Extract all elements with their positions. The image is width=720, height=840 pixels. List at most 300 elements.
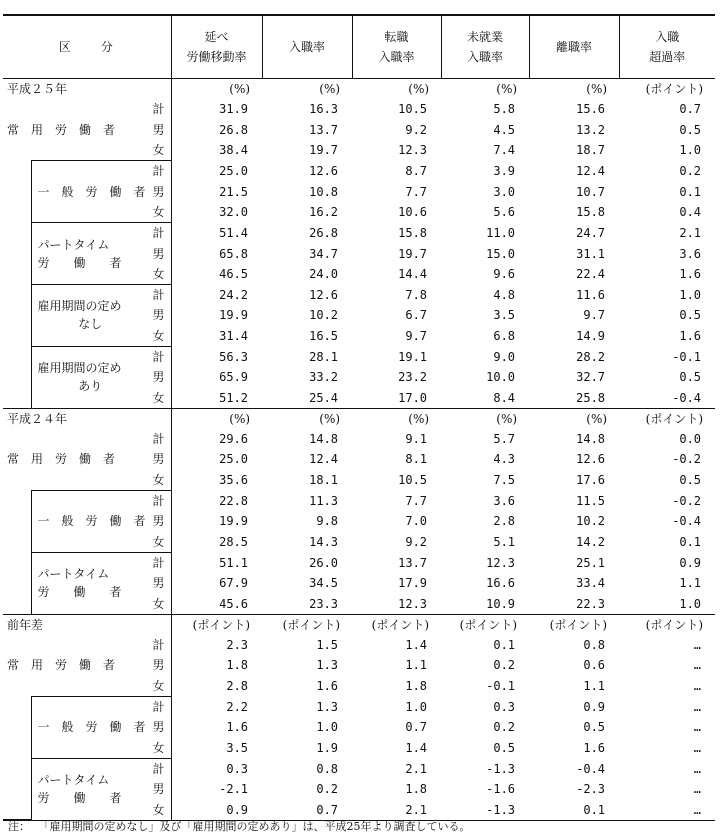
value-cell: 35.6: [171, 470, 262, 491]
value-cell: 22.3: [529, 593, 619, 614]
value-cell: 12.3: [398, 143, 428, 158]
unit-label: (ポイント): [645, 82, 704, 97]
value-cell: 7.8: [405, 287, 428, 302]
value-cell: 10.2: [309, 308, 339, 323]
table-row: [3, 696, 715, 717]
value-cell: 1.8: [171, 655, 262, 675]
row-category-label: [31, 696, 146, 758]
indent-spacer: [3, 552, 31, 614]
value-cell: 0.9: [583, 699, 606, 714]
value-cell: 13.7: [398, 555, 428, 570]
value-cell: 1.8: [405, 782, 428, 797]
table-row: [3, 223, 715, 244]
value-cell: 9.6: [493, 267, 516, 282]
value-cell: 0.3: [493, 699, 516, 714]
header-total-move: 延べ 労働移動率: [171, 15, 262, 79]
value-cell: 19.9: [171, 305, 262, 325]
sub-label-female: 女: [152, 472, 165, 487]
value-cell: 1.0: [405, 699, 428, 714]
value-cell: 33.4: [576, 576, 606, 591]
value-cell: 1.5: [316, 638, 339, 653]
table-row: [3, 284, 715, 305]
value-cell: 4.5: [493, 122, 516, 137]
value-cell: 1.6: [316, 679, 339, 693]
value-cell: 0.2: [679, 164, 702, 179]
table-row: [3, 346, 715, 367]
indent-spacer: [3, 490, 31, 552]
value-cell: 12.6: [309, 287, 339, 302]
sub-label-total: 計: [143, 346, 171, 367]
value-cell: 1.0: [679, 143, 702, 158]
sub-label-female: 女: [152, 143, 165, 158]
value-cell: -1.3: [486, 761, 516, 776]
value-cell: 1.1: [679, 576, 702, 591]
value-cell: 31.9: [171, 99, 262, 119]
sub-label-total: 計: [143, 552, 171, 573]
value-cell: 12.4: [576, 164, 606, 179]
value-cell: 2.1: [352, 799, 441, 820]
row-category-label: [31, 284, 143, 346]
value-cell: 0.2: [493, 720, 516, 735]
value-cell: 0.9: [679, 555, 702, 570]
value-cell: 1.6: [679, 267, 702, 282]
table-row: [3, 552, 715, 573]
value-cell: 25.8: [529, 387, 619, 408]
value-cell: 0.5: [679, 370, 702, 385]
value-cell: 9.2: [405, 122, 428, 137]
value-cell: 3.6: [493, 493, 516, 508]
value-cell: 25.4: [262, 387, 352, 408]
unit-label: (ポイント): [441, 614, 529, 635]
unit-label: (ポイント): [171, 614, 262, 635]
header-row: [3, 15, 715, 79]
value-cell: 9.7: [583, 308, 606, 323]
value-cell: 0.5: [679, 473, 702, 488]
value-cell: …: [693, 720, 702, 735]
value-cell: 2.8: [493, 514, 516, 529]
sub-label-female: 女: [143, 738, 171, 759]
indent-spacer: [3, 758, 31, 820]
unit-label: (ポイント): [529, 614, 619, 635]
unit-label: (%): [496, 82, 518, 97]
value-cell: 14.2: [576, 534, 606, 549]
row-category-text: 労 働 者: [37, 791, 122, 806]
group-h25-title: 平成２５年: [7, 82, 68, 97]
group-header-row: [3, 79, 715, 100]
value-cell: 1.4: [405, 638, 428, 653]
sub-label-total: 計: [152, 102, 165, 117]
sub-label-male: 男: [152, 514, 165, 529]
unit-label: (%): [262, 408, 352, 429]
indent-spacer: [3, 346, 31, 408]
footnote-label: 注：: [8, 820, 30, 833]
value-cell: 14.4: [398, 267, 428, 282]
value-cell: 24.2: [171, 284, 262, 305]
value-cell: 0.8: [583, 638, 606, 653]
value-cell: 1.4: [405, 740, 428, 755]
value-cell: 14.3: [309, 534, 339, 549]
value-cell: 8.1: [405, 452, 428, 467]
value-cell: 0.2: [493, 658, 516, 673]
value-cell: 31.1: [576, 246, 606, 261]
sub-label-female: 女: [143, 202, 171, 223]
value-cell: 10.7: [576, 184, 606, 199]
value-cell: 10.9: [441, 593, 529, 614]
value-cell: -0.2: [672, 452, 702, 467]
value-cell: 32.0: [171, 202, 262, 223]
value-cell: 65.8: [171, 243, 262, 263]
value-cell: 26.8: [171, 120, 262, 140]
value-cell: -0.2: [672, 493, 702, 508]
value-cell: 2.2: [171, 696, 262, 717]
labor-turnover-table: [3, 14, 715, 821]
sub-label-total: 計: [152, 432, 165, 447]
value-cell: 7.7: [405, 184, 428, 199]
unit-label: (%): [529, 408, 619, 429]
row-category-label: [31, 552, 143, 614]
value-cell: 25.0: [171, 161, 262, 182]
value-cell: 0.5: [679, 308, 702, 323]
indent-spacer: [3, 696, 31, 758]
value-cell: 10.6: [398, 205, 428, 220]
value-cell: 1.8: [405, 679, 428, 693]
value-cell: 15.8: [576, 205, 606, 220]
sub-label-male: 男: [152, 782, 165, 797]
table-row: [3, 758, 715, 779]
row-category-text: パートタイム: [37, 237, 110, 252]
sub-label-female: 女: [143, 593, 171, 614]
value-cell: -1.3: [441, 799, 529, 820]
value-cell: 0.7: [679, 102, 702, 117]
unit-label: (ポイント): [352, 614, 441, 635]
value-cell: 19.7: [398, 246, 428, 261]
table-row: [3, 429, 715, 449]
row-category-text: 労 働 者: [37, 255, 122, 270]
value-cell: 1.1: [583, 679, 606, 693]
sub-label-total: 計: [152, 638, 165, 653]
sub-label-male: 男: [152, 576, 165, 591]
value-cell: 0.3: [171, 758, 262, 779]
value-cell: 14.8: [309, 432, 339, 447]
value-cell: 3.5: [171, 738, 262, 759]
value-cell: 15.8: [398, 225, 428, 240]
value-cell: 22.8: [171, 490, 262, 511]
sub-label-total: 計: [143, 161, 171, 182]
value-cell: 33.2: [309, 370, 339, 385]
value-cell: 1.0: [619, 593, 715, 614]
table-row: [3, 99, 715, 119]
indent-spacer: [3, 284, 31, 346]
table-row: [3, 490, 715, 511]
value-cell: -2.3: [576, 782, 606, 797]
unit-label: (%): [171, 408, 262, 429]
value-cell: 1.0: [316, 720, 339, 735]
value-cell: 46.5: [171, 264, 262, 285]
value-cell: 0.1: [493, 638, 516, 653]
value-cell: 9.1: [405, 432, 428, 447]
value-cell: 11.0: [486, 225, 516, 240]
value-cell: 11.6: [576, 287, 606, 302]
row-category-label: [3, 635, 143, 696]
sub-label-male: 男: [152, 122, 165, 137]
value-cell: 4.3: [493, 452, 516, 467]
sub-label-female: 女: [143, 264, 171, 285]
value-cell: 6.8: [493, 328, 516, 343]
value-cell: 19.9: [171, 511, 262, 531]
value-cell: 56.3: [171, 346, 262, 367]
value-cell: 12.6: [309, 164, 339, 179]
value-cell: 19.1: [398, 349, 428, 364]
value-cell: 0.6: [583, 658, 606, 673]
group-header-row: [3, 614, 715, 635]
value-cell: 25.1: [576, 555, 606, 570]
value-cell: 17.0: [352, 387, 441, 408]
sub-label-male: 男: [152, 246, 165, 261]
value-cell: 9.2: [405, 534, 428, 549]
value-cell: 28.1: [309, 349, 339, 364]
value-cell: 0.0: [679, 432, 702, 447]
value-cell: 51.2: [171, 387, 262, 408]
value-cell: 1.6: [583, 740, 606, 755]
value-cell: 9.0: [493, 349, 516, 364]
value-cell: 3.5: [493, 308, 516, 323]
value-cell: 6.7: [405, 308, 428, 323]
value-cell: 4.8: [493, 287, 516, 302]
value-cell: 2.1: [405, 761, 428, 776]
group-h24-title: 平成２４年: [3, 408, 171, 429]
sub-label-female: 女: [143, 532, 171, 553]
value-cell: 45.6: [171, 593, 262, 614]
value-cell: 15.6: [576, 102, 606, 117]
value-cell: 12.6: [576, 452, 606, 467]
value-cell: 13.2: [576, 122, 606, 137]
row-category-label: [3, 99, 143, 160]
value-cell: 16.6: [486, 576, 516, 591]
value-cell: 11.3: [309, 493, 339, 508]
row-category-label: [3, 429, 143, 490]
value-cell: …: [693, 782, 702, 797]
value-cell: 26.8: [309, 225, 339, 240]
sub-label-total: 計: [143, 758, 171, 779]
value-cell: 7.5: [493, 473, 516, 488]
value-cell: 5.1: [493, 534, 516, 549]
value-cell: …: [693, 761, 702, 776]
unit-label: (%): [408, 82, 430, 97]
value-cell: 10.5: [398, 473, 428, 488]
unit-label: (%): [586, 82, 608, 97]
value-cell: 21.5: [171, 181, 262, 201]
value-cell: 2.1: [679, 225, 702, 240]
row-category-text: 雇用期間の定め: [37, 361, 122, 376]
sub-label-female: 女: [152, 678, 165, 693]
header-excess-rate: 入職 超過率: [619, 15, 715, 79]
value-cell: 65.9: [171, 367, 262, 387]
group-diff-title: 前年差: [3, 614, 171, 635]
value-cell: …: [693, 679, 702, 693]
row-category-label: [31, 223, 143, 285]
header-unemployed-entry-rate: 未就業 入職率: [441, 15, 529, 79]
value-cell: 1.9: [316, 740, 339, 755]
value-cell: 1.3: [316, 658, 339, 673]
value-cell: 15.0: [486, 246, 516, 261]
value-cell: 0.7: [262, 799, 352, 820]
value-cell: 0.1: [679, 184, 702, 199]
row-category-text: 常 用 労 働 者: [7, 658, 116, 673]
row-category-text: 一 般 労 働 者: [37, 514, 146, 529]
row-category-text: 雇用期間の定め: [37, 299, 122, 314]
value-cell: 25.0: [171, 449, 262, 469]
value-cell: -0.4: [672, 514, 702, 529]
row-category-text: パートタイム: [37, 567, 110, 582]
row-category-text: パートタイム: [37, 773, 110, 788]
value-cell: 8.7: [405, 164, 428, 179]
value-cell: …: [693, 740, 702, 755]
header-separation-rate: 離職率: [529, 15, 619, 79]
value-cell: 14.9: [576, 328, 606, 343]
value-cell: 5.6: [493, 205, 516, 220]
sub-label-male: 男: [152, 370, 165, 385]
value-cell: 0.5: [583, 720, 606, 735]
value-cell: 1.3: [316, 699, 339, 714]
value-cell: 32.7: [576, 370, 606, 385]
sub-label-female: 女: [143, 799, 171, 820]
value-cell: 0.1: [529, 799, 619, 820]
value-cell: 24.0: [309, 267, 339, 282]
value-cell: 1.0: [679, 287, 702, 302]
value-cell: 18.7: [576, 143, 606, 158]
header-job-change-rate: 転職 入職率: [352, 15, 441, 79]
row-category-text: 労 働 者: [37, 585, 122, 600]
value-cell: 12.4: [309, 452, 339, 467]
value-cell: 10.5: [398, 102, 428, 117]
value-cell: -0.1: [672, 349, 702, 364]
value-cell: 24.7: [576, 225, 606, 240]
sub-label-total: 計: [143, 284, 171, 305]
row-category-text: 一 般 労 働 者: [37, 184, 146, 199]
value-cell: 16.3: [309, 102, 339, 117]
header-entry-rate: 入職率: [262, 15, 352, 79]
value-cell: -0.4: [619, 387, 715, 408]
row-category-text: 常 用 労 働 者: [7, 122, 116, 137]
value-cell: …: [693, 638, 702, 653]
value-cell: 10.2: [576, 514, 606, 529]
row-category-text: あり: [78, 379, 103, 394]
value-cell: 18.1: [309, 473, 339, 488]
value-cell: 3.0: [493, 184, 516, 199]
header-category: 区 分: [3, 15, 171, 79]
value-cell: -1.6: [486, 782, 516, 797]
sub-label-total: 計: [143, 490, 171, 511]
indent-spacer: [3, 161, 31, 223]
value-cell: 12.3: [486, 555, 516, 570]
value-cell: 3.9: [493, 164, 516, 179]
sub-label-male: 男: [152, 452, 165, 467]
unit-label: (ポイント): [262, 614, 352, 635]
sub-label-male: 男: [152, 720, 165, 735]
value-cell: 28.2: [576, 349, 606, 364]
row-category-label: [31, 161, 146, 223]
value-cell: -0.1: [486, 679, 516, 693]
value-cell: 23.3: [262, 593, 352, 614]
unit-label: (ポイント): [619, 614, 715, 635]
value-cell: …: [619, 799, 715, 820]
value-cell: 10.0: [486, 370, 516, 385]
value-cell: 9.7: [405, 328, 428, 343]
table-body: [3, 15, 715, 820]
value-cell: 5.8: [493, 102, 516, 117]
value-cell: 3.6: [679, 246, 702, 261]
sub-label-total: 計: [143, 696, 171, 717]
value-cell: …: [693, 699, 702, 714]
value-cell: 0.7: [405, 720, 428, 735]
value-cell: 0.5: [679, 122, 702, 137]
value-cell: 34.7: [309, 246, 339, 261]
row-category-text: なし: [78, 317, 103, 332]
table-row: [3, 161, 715, 182]
value-cell: 2.8: [171, 676, 262, 697]
value-cell: 19.7: [309, 143, 339, 158]
value-cell: 0.1: [679, 534, 702, 549]
value-cell: 2.3: [171, 635, 262, 655]
group-header-row: [3, 408, 715, 429]
value-cell: -2.1: [171, 779, 262, 799]
sub-label-female: 女: [143, 387, 171, 408]
unit-label: (%): [352, 408, 441, 429]
indent-spacer: [3, 223, 31, 285]
value-cell: -0.4: [576, 761, 606, 776]
unit-label: (ポイント): [619, 408, 715, 429]
value-cell: 9.8: [316, 514, 339, 529]
value-cell: 14.8: [576, 432, 606, 447]
value-cell: 12.3: [352, 593, 441, 614]
value-cell: 0.2: [316, 782, 339, 797]
value-cell: 5.7: [493, 432, 516, 447]
table-row: [3, 635, 715, 655]
sub-label-female: 女: [143, 326, 171, 347]
value-cell: 22.4: [576, 267, 606, 282]
value-cell: …: [693, 658, 702, 673]
footnote: [8, 818, 485, 834]
footnote-text: 「雇用期間の定めなし」及び「雇用期間の定めあり」は、平成25年より調査している。: [44, 820, 471, 833]
value-cell: 13.7: [309, 122, 339, 137]
row-category-label: [31, 758, 143, 820]
value-cell: 16.5: [309, 328, 339, 343]
sub-label-male: 男: [152, 184, 165, 199]
row-category-label: [31, 490, 146, 552]
value-cell: 17.6: [576, 473, 606, 488]
value-cell: 67.9: [171, 573, 262, 593]
value-cell: 26.0: [309, 555, 339, 570]
value-cell: 0.4: [679, 205, 702, 220]
sub-label-male: 男: [152, 308, 165, 323]
value-cell: 17.9: [398, 576, 428, 591]
value-cell: 1.6: [679, 328, 702, 343]
value-cell: 51.1: [171, 552, 262, 573]
row-category-label: [31, 346, 143, 408]
row-category-text: 常 用 労 働 者: [7, 452, 116, 467]
value-cell: 0.9: [171, 799, 262, 820]
value-cell: 28.5: [171, 532, 262, 553]
row-category-text: 一 般 労 働 者: [37, 720, 146, 735]
value-cell: 23.2: [398, 370, 428, 385]
value-cell: 1.6: [171, 717, 262, 737]
value-cell: 10.8: [309, 184, 339, 199]
value-cell: 34.5: [309, 576, 339, 591]
value-cell: 16.2: [309, 205, 339, 220]
value-cell: 11.5: [576, 493, 606, 508]
sub-label-total: 計: [143, 223, 171, 244]
value-cell: 7.0: [405, 514, 428, 529]
